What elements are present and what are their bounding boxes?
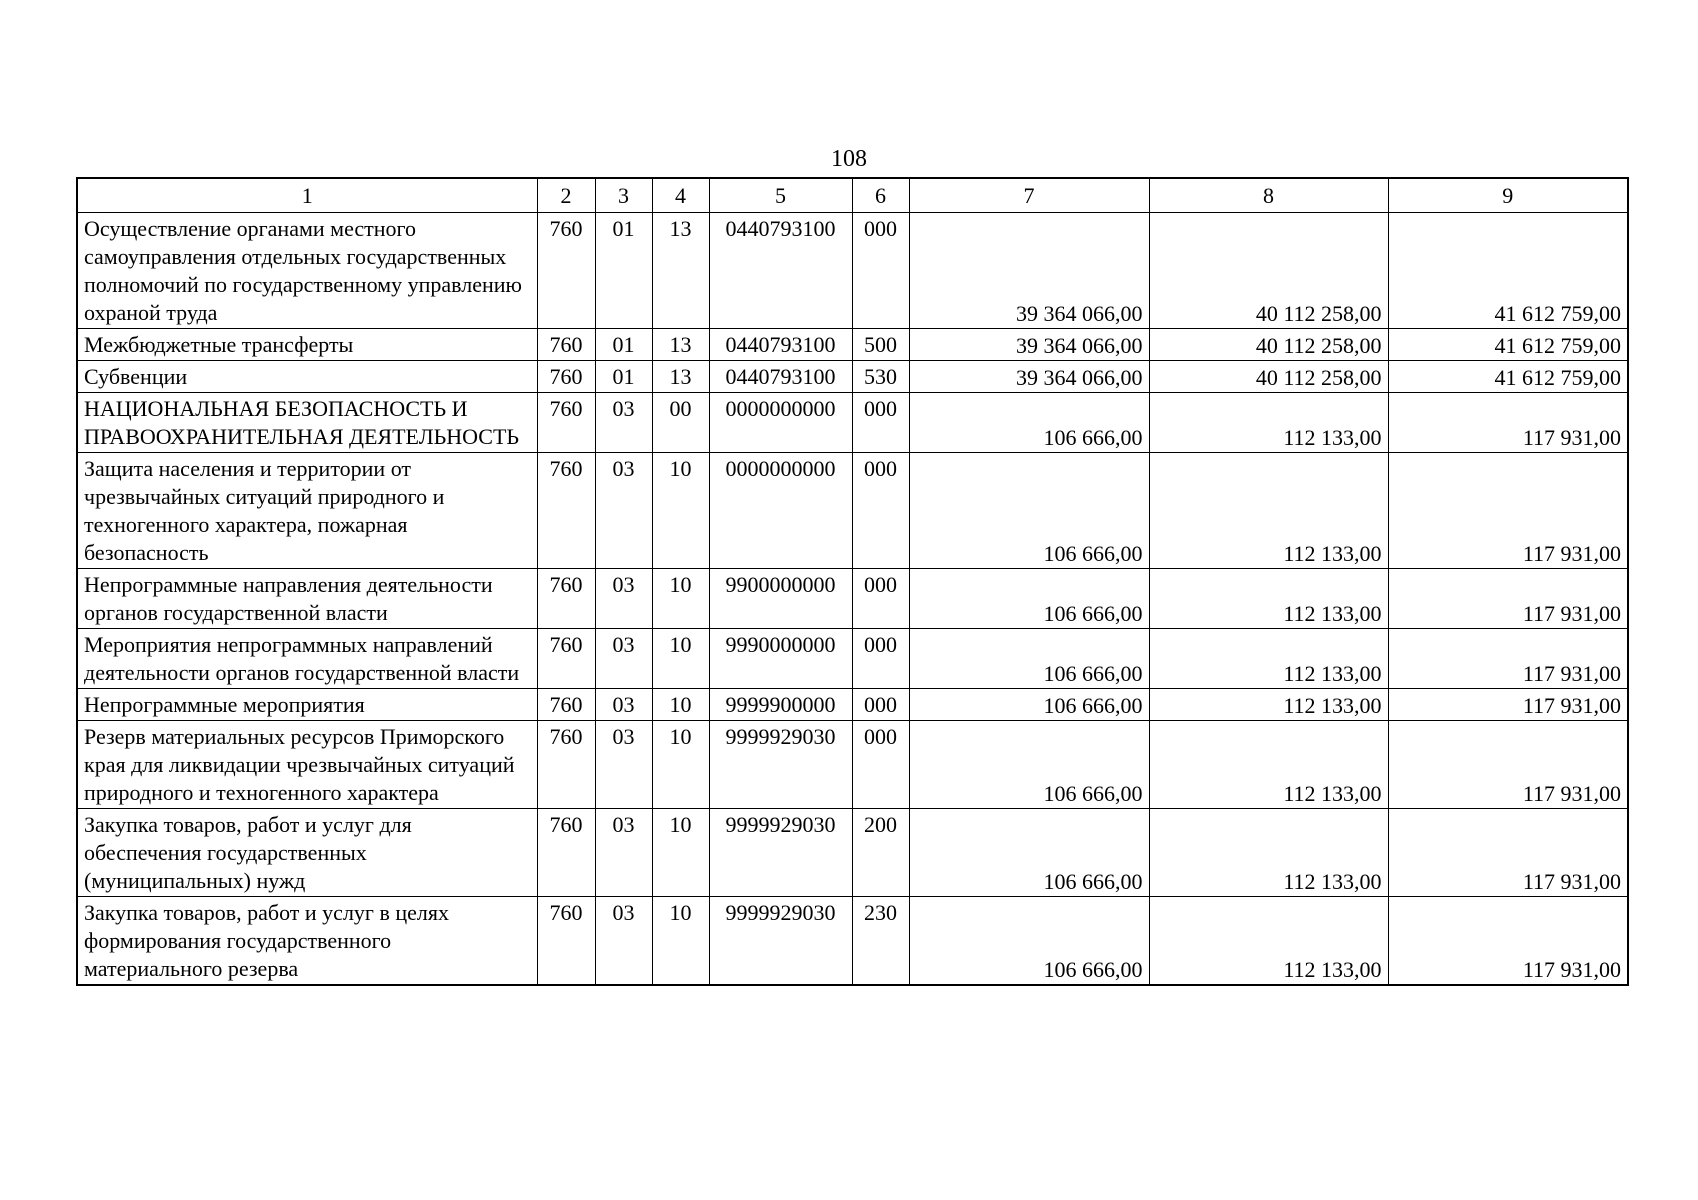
row-code-subsection: 00 <box>652 393 709 453</box>
row-code-section: 03 <box>595 393 652 453</box>
row-name: НАЦИОНАЛЬНАЯ БЕЗОПАСНОСТЬ И ПРАВООХРАНИТЕЛЬНАЯ ДЕЯТЕЛЬНОСТЬ <box>77 393 537 453</box>
row-amount-col9: 41 612 759,00 <box>1388 361 1628 393</box>
row-code-expense-type: 200 <box>852 809 909 897</box>
row-amount-col8: 112 133,00 <box>1149 569 1388 629</box>
table-row <box>77 329 1628 361</box>
row-name: Резерв материальных ресурсов Приморского края для ликвидации чрезвычайных ситуаций природного и техногенного характера <box>77 721 537 809</box>
row-code-section: 03 <box>595 453 652 569</box>
header-cell-7: 7 <box>909 178 1149 213</box>
row-amount-col8: 112 133,00 <box>1149 453 1388 569</box>
row-code-subsection: 10 <box>652 809 709 897</box>
row-code-ministry: 760 <box>537 689 595 721</box>
row-code-subsection: 10 <box>652 689 709 721</box>
row-amount-col8: 40 112 258,00 <box>1149 213 1388 329</box>
row-code-subsection: 10 <box>652 629 709 689</box>
row-amount-col8: 40 112 258,00 <box>1149 361 1388 393</box>
row-code-section: 03 <box>595 809 652 897</box>
row-amount-col9: 117 931,00 <box>1388 809 1628 897</box>
page-number: 108 <box>831 146 867 172</box>
row-amount-col7: 106 666,00 <box>909 689 1149 721</box>
row-code-expense-type: 000 <box>852 453 909 569</box>
row-amount-col7: 106 666,00 <box>909 569 1149 629</box>
row-amount-col9: 41 612 759,00 <box>1388 329 1628 361</box>
row-code-expense-type: 000 <box>852 213 909 329</box>
row-amount-col9: 117 931,00 <box>1388 453 1628 569</box>
row-amount-col9: 117 931,00 <box>1388 721 1628 809</box>
row-code-target: 0000000000 <box>709 393 852 453</box>
row-code-target: 0440793100 <box>709 213 852 329</box>
header-cell-9: 9 <box>1388 178 1628 213</box>
row-amount-col7: 39 364 066,00 <box>909 329 1149 361</box>
row-code-section: 03 <box>595 629 652 689</box>
row-code-subsection: 13 <box>652 361 709 393</box>
row-amount-col8: 112 133,00 <box>1149 629 1388 689</box>
row-code-expense-type: 000 <box>852 629 909 689</box>
row-amount-col8: 112 133,00 <box>1149 809 1388 897</box>
row-amount-col9: 117 931,00 <box>1388 569 1628 629</box>
row-name: Непрограммные мероприятия <box>77 689 537 721</box>
row-code-ministry: 760 <box>537 721 595 809</box>
row-code-ministry: 760 <box>537 629 595 689</box>
table-row <box>77 629 1628 689</box>
row-amount-col9: 41 612 759,00 <box>1388 213 1628 329</box>
row-amount-col9: 117 931,00 <box>1388 689 1628 721</box>
row-code-ministry: 760 <box>537 213 595 329</box>
table-row <box>77 809 1628 897</box>
row-code-expense-type: 230 <box>852 897 909 986</box>
row-code-target: 9900000000 <box>709 569 852 629</box>
row-code-section: 03 <box>595 569 652 629</box>
row-code-target: 0000000000 <box>709 453 852 569</box>
row-name: Субвенции <box>77 361 537 393</box>
row-code-target: 9999929030 <box>709 897 852 986</box>
header-cell-4: 4 <box>652 178 709 213</box>
row-amount-col7: 39 364 066,00 <box>909 361 1149 393</box>
row-name: Закупка товаров, работ и услуг для обеспечения государственных (муниципальных) нужд <box>77 809 537 897</box>
row-code-expense-type: 500 <box>852 329 909 361</box>
table-row <box>77 569 1628 629</box>
row-amount-col9: 117 931,00 <box>1388 897 1628 986</box>
row-code-ministry: 760 <box>537 809 595 897</box>
table-row <box>77 689 1628 721</box>
row-code-subsection: 10 <box>652 453 709 569</box>
row-code-section: 03 <box>595 721 652 809</box>
row-name: Мероприятия непрограммных направлений деятельности органов государственной власти <box>77 629 537 689</box>
row-code-target: 9999929030 <box>709 809 852 897</box>
table-row <box>77 213 1628 329</box>
header-cell-5: 5 <box>709 178 852 213</box>
row-code-subsection: 10 <box>652 897 709 986</box>
row-name: Непрограммные направления деятельности органов государственной власти <box>77 569 537 629</box>
row-code-expense-type: 000 <box>852 721 909 809</box>
row-code-ministry: 760 <box>537 569 595 629</box>
row-code-target: 9999900000 <box>709 689 852 721</box>
row-code-target: 0440793100 <box>709 329 852 361</box>
table-row <box>77 721 1628 809</box>
row-amount-col7: 106 666,00 <box>909 897 1149 986</box>
row-amount-col7: 106 666,00 <box>909 721 1149 809</box>
table-row <box>77 897 1628 986</box>
row-amount-col8: 112 133,00 <box>1149 897 1388 986</box>
row-code-section: 01 <box>595 213 652 329</box>
table-row <box>77 361 1628 393</box>
header-cell-2: 2 <box>537 178 595 213</box>
row-name: Защита населения и территории от чрезвычайных ситуаций природного и техногенного характера, пожарная безопасность <box>77 453 537 569</box>
row-code-target: 9999929030 <box>709 721 852 809</box>
row-code-section: 01 <box>595 329 652 361</box>
header-cell-1: 1 <box>77 178 537 213</box>
row-amount-col7: 106 666,00 <box>909 629 1149 689</box>
row-amount-col7: 106 666,00 <box>909 393 1149 453</box>
header-cell-8: 8 <box>1149 178 1388 213</box>
header-cell-3: 3 <box>595 178 652 213</box>
row-code-target: 0440793100 <box>709 361 852 393</box>
row-name: Закупка товаров, работ и услуг в целях формирования государственного материального резерва <box>77 897 537 986</box>
row-code-target: 9990000000 <box>709 629 852 689</box>
row-amount-col9: 117 931,00 <box>1388 629 1628 689</box>
row-code-subsection: 13 <box>652 329 709 361</box>
row-code-subsection: 10 <box>652 569 709 629</box>
header-row <box>77 178 1628 213</box>
row-code-section: 01 <box>595 361 652 393</box>
row-code-expense-type: 000 <box>852 689 909 721</box>
table-row <box>77 453 1628 569</box>
row-code-section: 03 <box>595 897 652 986</box>
header-cell-6: 6 <box>852 178 909 213</box>
row-code-ministry: 760 <box>537 361 595 393</box>
row-name: Межбюджетные трансферты <box>77 329 537 361</box>
row-name: Осуществление органами местного самоуправления отдельных государственных полномочий по государственному управлению охраной труда <box>77 213 537 329</box>
row-amount-col8: 40 112 258,00 <box>1149 329 1388 361</box>
row-code-subsection: 13 <box>652 213 709 329</box>
row-code-ministry: 760 <box>537 897 595 986</box>
row-code-expense-type: 000 <box>852 393 909 453</box>
row-amount-col7: 106 666,00 <box>909 453 1149 569</box>
table-row <box>77 393 1628 453</box>
row-amount-col8: 112 133,00 <box>1149 689 1388 721</box>
row-code-ministry: 760 <box>537 453 595 569</box>
row-code-ministry: 760 <box>537 329 595 361</box>
row-code-section: 03 <box>595 689 652 721</box>
row-code-expense-type: 530 <box>852 361 909 393</box>
row-amount-col8: 112 133,00 <box>1149 721 1388 809</box>
row-code-subsection: 10 <box>652 721 709 809</box>
row-code-expense-type: 000 <box>852 569 909 629</box>
row-amount-col7: 39 364 066,00 <box>909 213 1149 329</box>
row-amount-col7: 106 666,00 <box>909 809 1149 897</box>
budget-table <box>76 177 1629 986</box>
row-amount-col9: 117 931,00 <box>1388 393 1628 453</box>
row-amount-col8: 112 133,00 <box>1149 393 1388 453</box>
row-code-ministry: 760 <box>537 393 595 453</box>
